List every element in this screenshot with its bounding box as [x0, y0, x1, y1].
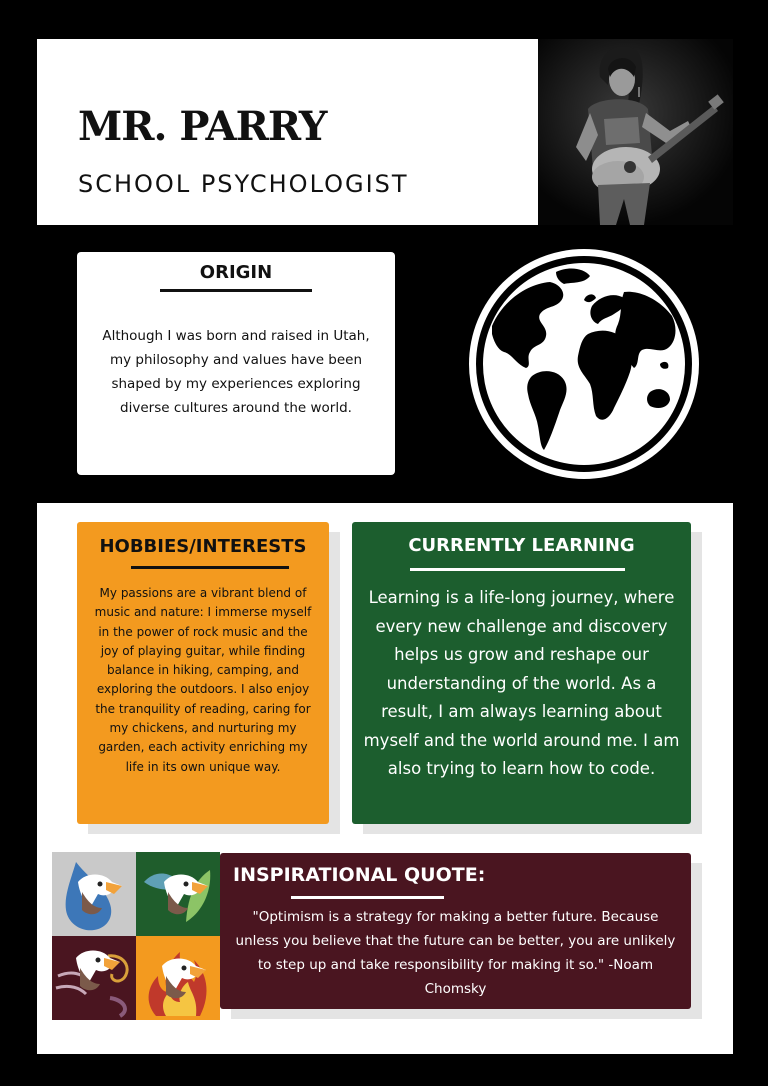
eagle-fire-icon	[136, 936, 220, 1020]
quote-text: "Optimism is a strategy for making a better future. Because unless you believe that the future can be better, you are unlikely to step up and take responsibility for making it so." -Noam Chomsky	[235, 909, 676, 997]
origin-text: Although I was born and raised in Utah, my philosophy and values have been shaped by my experiences exploring diverse cultures around the world.	[102, 328, 370, 416]
mascot-grid	[52, 852, 220, 1020]
guitarist-photo	[538, 39, 733, 225]
learning-text: Learning is a life-long journey, where every new challenge and discovery helps us grow and reshape our understanding of the world. As a result, I am always learning about myself and the world around me. I am also trying to learn how to code.	[363, 588, 680, 778]
job-title: SCHOOL PSYCHOLOGIST	[78, 170, 409, 198]
quote-heading: INSPIRATIONAL QUOTE:	[233, 864, 486, 886]
hobbies-divider	[131, 566, 289, 569]
learning-heading: CURRENTLY LEARNING	[408, 535, 635, 556]
quote-divider	[291, 896, 444, 899]
page-title: MR. PARRY	[78, 103, 327, 150]
eagle-wind-icon	[52, 936, 136, 1020]
eagle-leaf-icon	[136, 852, 220, 936]
origin-heading: ORIGIN	[199, 262, 273, 283]
hobbies-text: My passions are a vibrant blend of music and nature: I immerse myself in the power of rock music and the joy of playing guitar, while finding balance in hiking, camping, and exploring the outdoors. I also enjoy the tranquility of reading, caring for my chickens, and nurturing my garden, each activity enriching my life in its own unique way.	[94, 586, 312, 774]
hobbies-heading: HOBBIES/INTERESTS	[99, 536, 307, 557]
learning-divider	[410, 568, 625, 571]
origin-divider	[160, 289, 312, 292]
globe-icon	[464, 244, 704, 484]
eagle-water-icon	[52, 852, 136, 936]
